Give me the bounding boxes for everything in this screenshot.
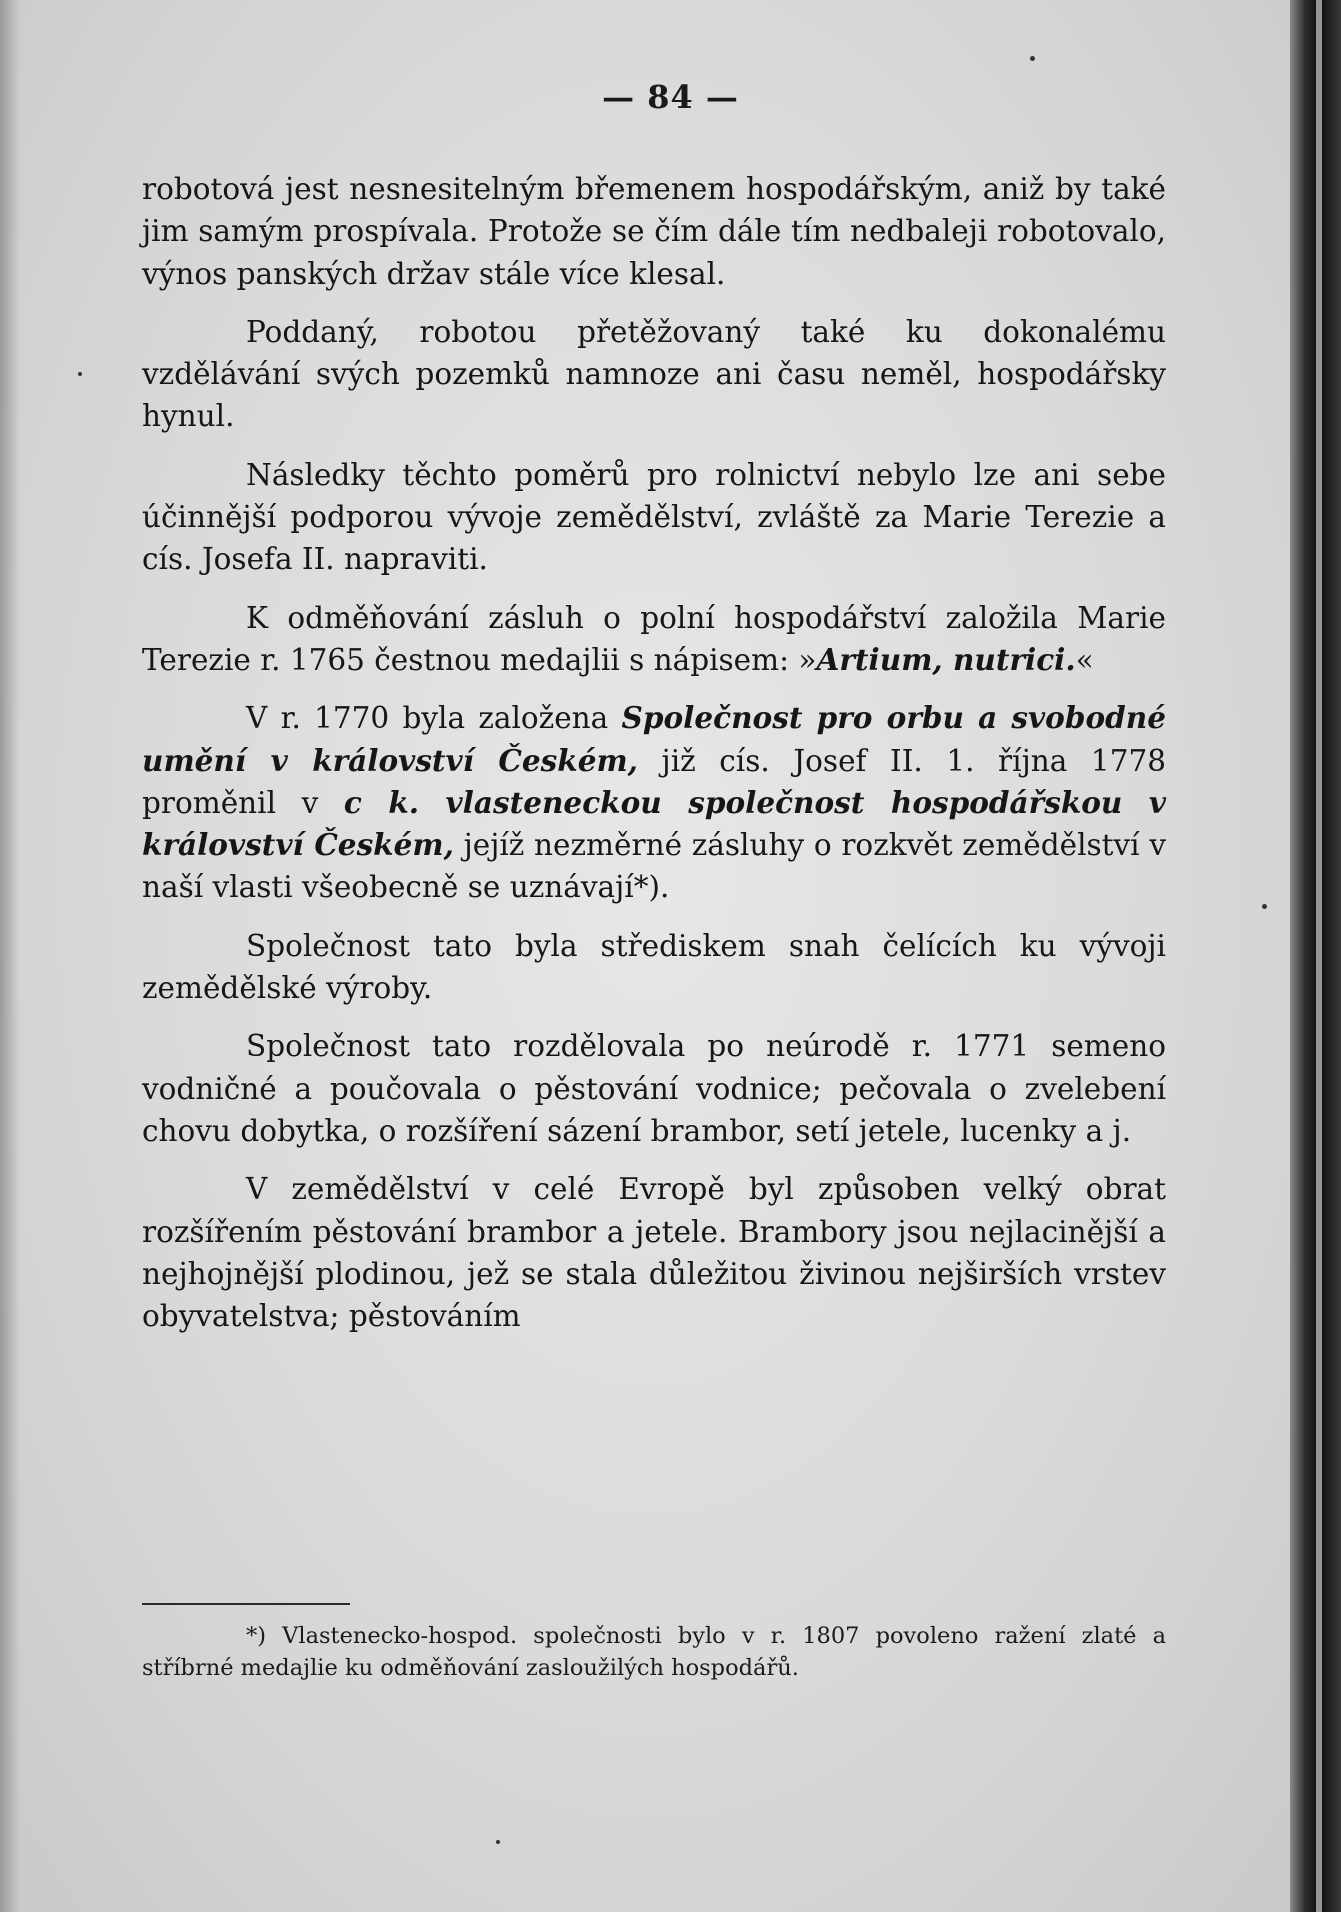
society-name-original: Společnost pro orbu a svobodné umění v království Českém, — [142, 700, 1166, 778]
dust-speck — [1030, 56, 1035, 61]
text-run: V zemědělství v celé Evropě byl způsoben velký obrat rozšířením pěstování brambor a jetele. Brambory jsou nejlacinější a nejhojnější plodinou, jež se stala důležitou živinou nejširších vrstev obyvatelstva; pěstováním — [142, 1172, 1166, 1334]
text-run: jejíž nezměrné zásluhy o rozkvět zemědělství v naší vlasti všeobecně se uznávají*). — [142, 828, 1166, 905]
page-left-edge-shadow — [0, 0, 20, 1912]
paragraph-6 — [142, 925, 1166, 1010]
text-run: « — [1075, 642, 1094, 677]
dust-speck — [496, 1840, 500, 1844]
paragraph-8 — [142, 1168, 1166, 1337]
text-run: již cís. Josef II. 1. října 1778 proměnil v — [142, 743, 1166, 820]
text-run: Společnost tato rozdělovala po neúrodě r. 1771 semeno vodničné a poučovala o pěstování vodnice; pečovala o zvelebení chovu dobytka, o rozšíření sázení brambor, setí jetele, lucenky a j. — [142, 1029, 1166, 1148]
text-run: V r. 1770 byla založena — [246, 701, 622, 736]
medal-inscription: Artium, nutrici. — [816, 641, 1076, 677]
body-text — [142, 168, 1166, 1353]
paragraph-1 — [142, 168, 1166, 295]
text-run: robotová jest nesnesitelným břemenem hospodářským, aniž by také jim samým prospívala. Protože se čím dále tím nedbaleji robotovalo, výnos panských držav stále více klesal. — [142, 172, 1166, 291]
page-gutter-edge — [1316, 0, 1322, 1912]
paragraph-4 — [142, 597, 1166, 682]
text-run: K odměňování zásluh o polní hospodářství založila Marie Terezie r. 1765 čestnou medajlii s nápisem: » — [142, 600, 1166, 677]
dust-speck — [1262, 904, 1267, 909]
text-run: Společnost tato byla střediskem snah čelících ku vývoji zemědělské výroby. — [142, 928, 1166, 1006]
paragraph-2 — [142, 311, 1166, 438]
society-name-renamed: c k. vlasteneckou společnost hospodářskou v království Českém, — [142, 784, 1167, 863]
paragraph-7 — [142, 1025, 1166, 1152]
footnote-divider — [142, 1603, 350, 1605]
dust-speck — [78, 372, 82, 376]
text-run: Poddaný, robotou přetěžovaný také ku dokonalému vzdělávání svých pozemků namnoze ani času neměl, hospodářsky hynul. — [142, 314, 1166, 434]
page-number: — 84 — — [602, 78, 739, 116]
footnote: *) Vlastenecko-hospod. společnosti bylo v r. 1807 povoleno ražení zlaté a stříbrné medajlie ku odměňování zasloužilých hospodářů. — [142, 1623, 1166, 1681]
paragraph-5 — [142, 697, 1166, 908]
paragraph-3 — [142, 454, 1166, 581]
text-run: Následky těchto poměrů pro rolnictví nebylo lze ani sebe účinnější podporou vývoje zemědělství, zvláště za Marie Terezie a cís. Josefa II. napraviti. — [142, 457, 1166, 577]
